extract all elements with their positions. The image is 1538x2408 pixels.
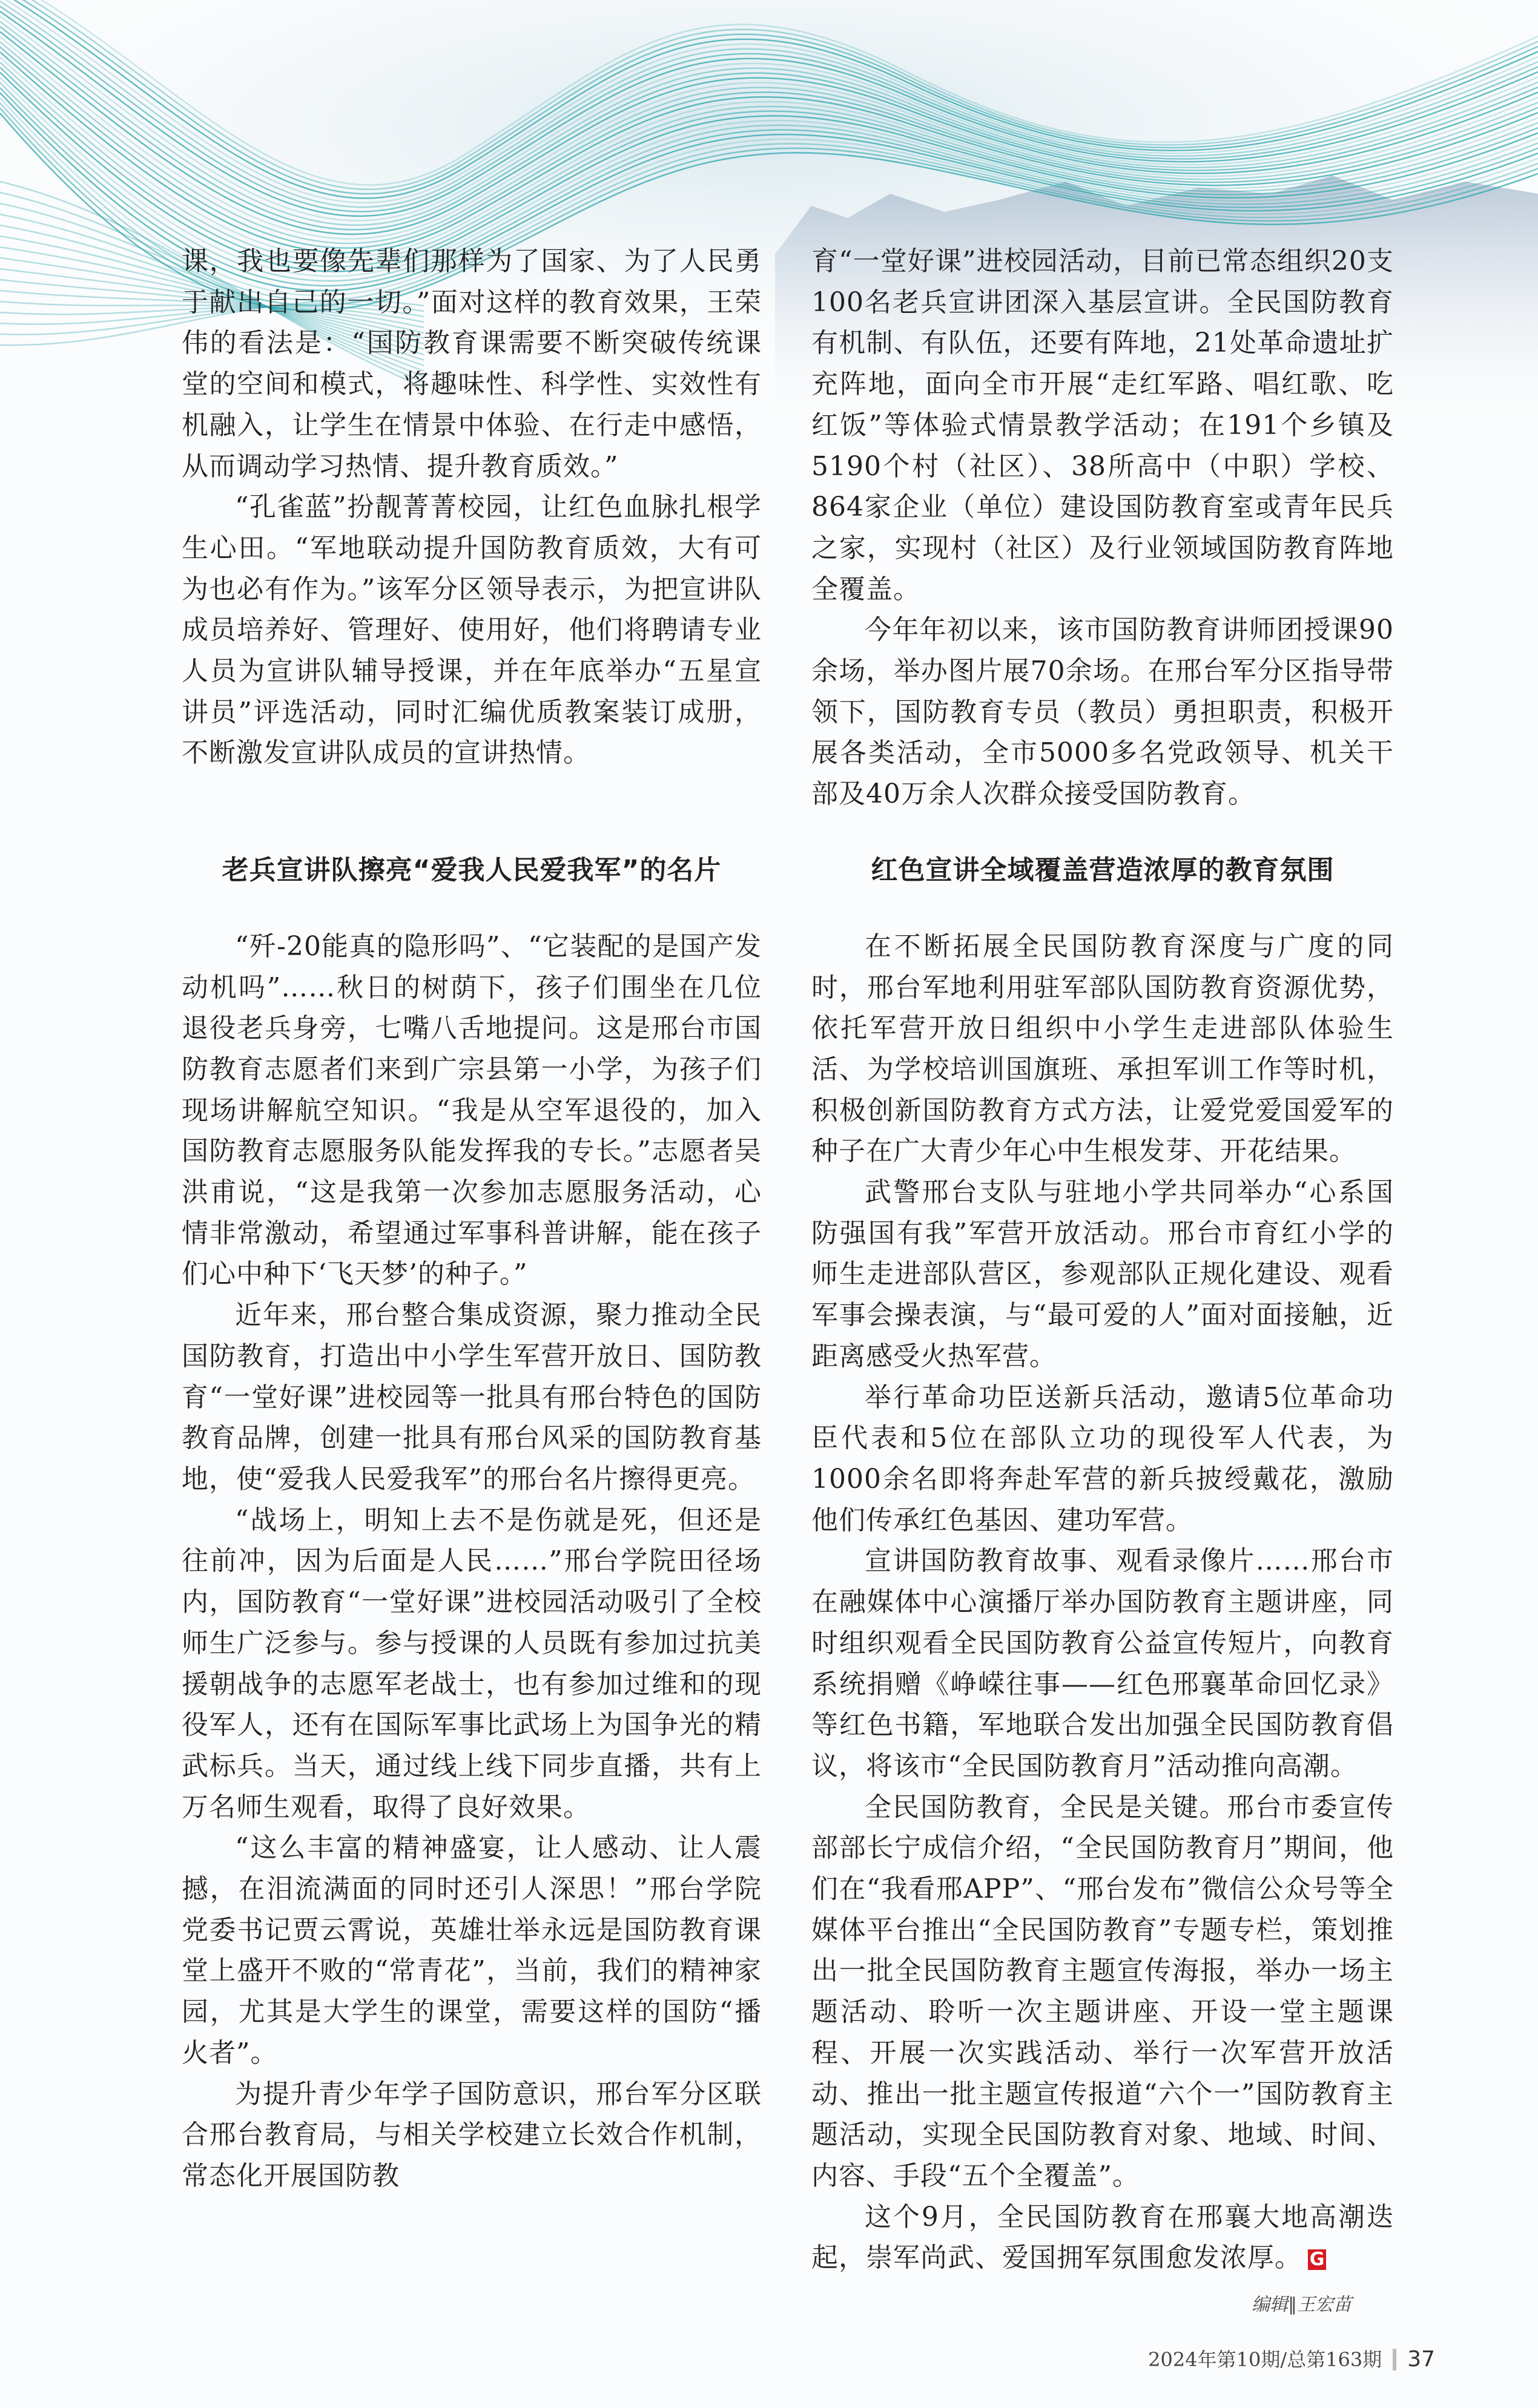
editor-credit: 编辑∥王宏苗	[1252, 2294, 1352, 2316]
paragraph: 全民国防教育，全民是关键。邢台市委宣传部部长宁成信介绍，“全民国防教育月”期间，他们在“我看邢APP”、“邢台发布”微信公众号等全媒体平台推出“全民国防教育”专题专栏，策划推出一批全民国防教育主题宣传海报，举办一场主题活动、聆听一次主题讲座、开设一堂主题课程、开展一次实践活动、举行一次军营开放活动、推出一批主题宣传报道“六个一”国防教育主题活动，实现全民国防教育对象、地域、时间、内容、手段“五个全覆盖”。	[811, 1791, 1394, 2191]
footer-divider	[1393, 2349, 1396, 2370]
right-column-section	[811, 926, 1394, 2278]
paragraph: 近年来，邢台整合集成资源，聚力推动全民国防教育，打造出中小学生军营开放日、国防教育“一堂好课”进校园等一批具有邢台特色的国防教育品牌，创建一批具有邢台风采的国防教育基地，使“爱我人民爱我军”的邢台名片擦得更亮。	[182, 1300, 762, 1495]
page-footer	[182, 2347, 1435, 2372]
paragraph: 举行革命功臣送新兵活动，邀请5位革命功臣代表和5位在部队立功的现役军人代表，为1000余名即将奔赴军营的新兵披绶戴花，激励他们传承红色基因、建功军营。	[811, 1381, 1394, 1536]
page-number: 37	[1407, 2347, 1435, 2372]
left-column-section	[182, 926, 762, 2278]
paragraph: “孔雀蓝”扮靓菁菁校园，让红色血脉扎根学生心田。“军地联动提升国防教育质效，大有可为也必有作为。”该军分区领导表示，为把宣讲队成员培养好、管理好、使用好，他们将聘请专业人员为宣讲队辅导授课，并在年底举办“五星宣讲员”评选活动，同时汇编优质教案装订成册，不断激发宣讲队成员的宣讲热情。	[182, 492, 762, 769]
paragraph: 宣讲国防教育故事、观看录像片……邢台市在融媒体中心演播厅举办国防教育主题讲座，同时组织观看全民国防教育公益宣传短片，向教育系统捐赠《峥嵘往事——红色邢襄革命回忆录》等红色书籍，军地联合发出加强全民国防教育倡议，将该市“全民国防教育月”活动推向高潮。	[811, 1545, 1394, 1781]
end-mark-logo: G	[1308, 2249, 1326, 2270]
left-column-top	[182, 241, 762, 815]
paragraph-text: 这个9月，全民国防教育在邢襄大地高潮迭起，崇军尚武、爱国拥军氛围愈发浓厚。	[811, 2201, 1394, 2274]
paragraph: 今年年初以来，该市国防教育讲师团授课90余场，举办图片展70余场。在邢台军分区指导带领下，国防教育专员（教员）勇担职责，积极开展各类活动，全市5000多名党政领导、机关干部及40万余人次群众接受国防教育。	[811, 614, 1394, 810]
paragraph: 为提升青少年学子国防意识，邢台军分区联合邢台教育局，与相关学校建立长效合作机制，常态化开展国防教	[182, 2078, 762, 2191]
paragraph: “战场上，明知上去不是伤就是死，但还是往前冲，因为后面是人民……”邢台学院田径场内，国防教育“一堂好课”进校园活动吸引了全校师生广泛参与。参与授课的人员既有参加过抗美援朝战争的志愿军老战士，也有参加过维和的现役军人，还有在国际军事比武场上为国争光的精武标兵。当天，通过线上线下同步直播，共有上万名师生观看，取得了良好效果。	[182, 1504, 762, 1823]
paragraph-last	[811, 2197, 1394, 2278]
right-column-top	[811, 241, 1394, 815]
paragraph: 在不断拓展全民国防教育深度与广度的同时，邢台军地利用驻军部队国防教育资源优势，依托军营开放日组织中小学生走进部队体验生活、为学校培训国旗班、承担军训工作等时机，积极创新国防教育方式方法，让爱党爱国爱军的种子在广大青少年心中生根发芽、开花结果。	[811, 930, 1394, 1167]
article-body	[182, 0, 1435, 2408]
section-heading-right: 红色宣讲全域覆盖营造浓厚的教育氛围	[871, 854, 1335, 886]
paragraph: 武警邢台支队与驻地小学共同举办“心系国防强国有我”军营开放活动。邢台市育红小学的师生走进部队营区，参观部队正规化建设、观看军事会操表演，与“最可爱的人”面对面接触，近距离感受火热军营。	[811, 1177, 1394, 1372]
paragraph: “歼-20能真的隐形吗”、“它装配的是国产发动机吗”……秋日的树荫下，孩子们围坐在几位退役老兵身旁，七嘴八舌地提问。这是邢台市国防教育志愿者们来到广宗县第一小学，为孩子们现场讲解航空知识。“我是从空军退役的，加入国防教育志愿服务队能发挥我的专长。”志愿者吴洪甫说，“这是我第一次参加志愿服务活动，心情非常激动，希望通过军事科普讲解，能在孩子们心中种下‘飞天梦’的种子。”	[182, 930, 762, 1290]
issue-info: 2024年第10期/总第163期	[1148, 2348, 1382, 2372]
paragraph: 课，我也要像先辈们那样为了国家、为了人民勇于献出自己的一切。”面对这样的教育效果，王荣伟的看法是：“国防教育课需要不断突破传统课堂的空间和模式，将趣味性、科学性、实效性有机融入，让学生在情景中体验、在行走中感悟，从而调动学习热情、提升教育质效。”	[182, 246, 762, 482]
paragraph: 育“一堂好课”进校园活动，目前已常态组织20支100名老兵宣讲团深入基层宣讲。全民国防教育有机制、有队伍，还要有阵地，21处革命遗址扩充阵地，面向全市开展“走红军路、唱红歌、吃红饭”等体验式情景教学活动；在191个乡镇及5190个村（社区）、38所高中（中职）学校、864家企业（单位）建设国防教育室或青年民兵之家，实现村（社区）及行业领域国防教育阵地全覆盖。	[811, 246, 1394, 605]
paragraph: “这么丰富的精神盛宴，让人感动、让人震撼，在泪流满面的同时还引人深思！”邢台学院党委书记贾云霄说，英雄壮举永远是国防教育课堂上盛开不败的“常青花”，当前，我们的精神家园，尤其是大学生的课堂，需要这样的国防“播火者”。	[182, 1832, 762, 2068]
two-column-grid	[182, 241, 1394, 2278]
section-heading-left: 老兵宣讲队擦亮“爱我人民爱我军”的名片	[222, 854, 722, 886]
